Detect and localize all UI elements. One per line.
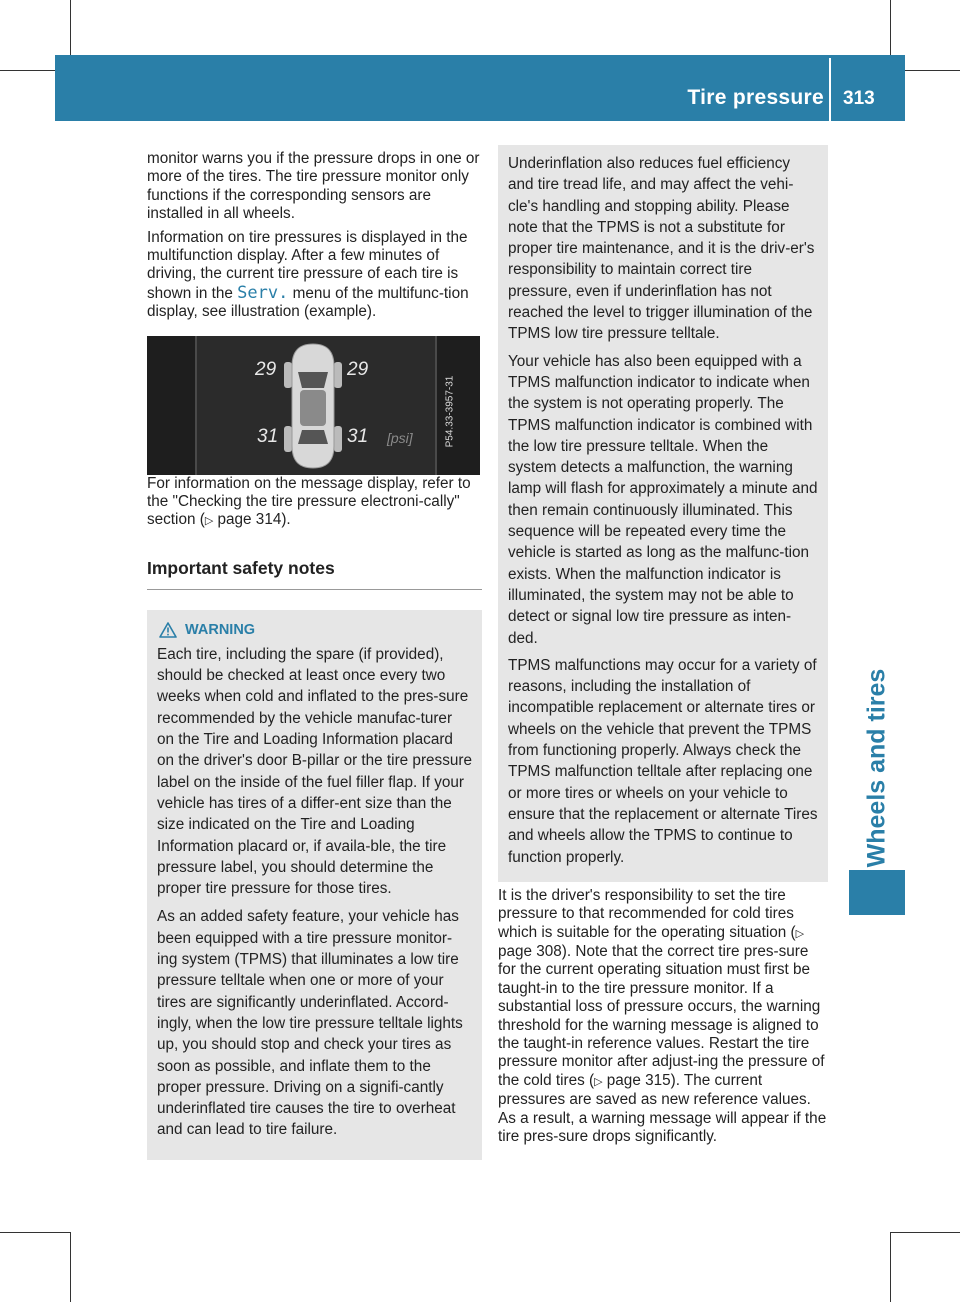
warning-paragraph: Underinflation also reduces fuel efficiency and tire tread life, and may affect the vehi-cle's handling and stopping ability. Please note that the TPMS is not a substitute for proper tire maintenance, and it is the driv-er's responsibility to maintain correct tire pressure, even if underinflation has not reached the level to trigger illumination of the TPMS low tire pressure telltale. <box>508 155 815 343</box>
figure-caption <box>147 475 482 531</box>
warning-label: WARNING <box>185 621 256 638</box>
side-tab-label: Wheels and tires <box>862 668 891 868</box>
warning-paragraph: As an added safety feature, your vehicle has been equipped with a tire pressure monitor-ing system (TPMS) that illuminates a low tire pressure telltale when one or more of your tires are significantly underinflated. Accord-ingly, when the low tire pressure telltale lights up, you should stop and check your tires as soon as possible, and inflate them to the proper pressure. Driving on a signifi-cantly underinflated tire causes the tire to overheat and can lead to tire failure. <box>157 908 463 1139</box>
paragraph <box>147 229 482 322</box>
warning-box-continued <box>498 145 828 882</box>
crop-mark <box>890 1232 891 1302</box>
text-run: For information on the message display, refer to the "Checking the tire pressure electroni-cally" section ( <box>147 474 471 529</box>
section-heading: Important safety notes <box>147 557 335 578</box>
text-run: Information on tire pressures is displayed in the multifunction display. After a few minutes of driving, the current tire pressure of each tire is shown in the <box>147 228 468 302</box>
front-left-pressure: 29 <box>255 358 277 380</box>
display-edge <box>195 336 197 475</box>
display-edge <box>435 336 437 475</box>
page-ref-icon: ▷ <box>795 927 805 940</box>
warning-triangle-icon <box>159 622 177 638</box>
crop-mark <box>70 1232 71 1302</box>
side-tab-marker <box>849 870 905 915</box>
front-right-pressure: 29 <box>347 358 369 380</box>
text-run: menu of the multifunc-tion display, see illustration (example). <box>147 284 469 321</box>
paragraph: monitor warns you if the pressure drops in one or more of the tires. The tire pressure monitor only functions if the corresponding sensors are installed in all wheels. <box>147 150 480 223</box>
rear-left-pressure: 31 <box>257 425 279 447</box>
page-number: 313 <box>843 88 875 109</box>
warning-paragraph: Each tire, including the spare (if provided), should be checked at least once every two weeks when cold and inflated to the pres-sure recommended by the vehicle manufac-turer on the Tire and Loading Information placard on the driver's door B-pillar or the tire pressure label on the inside of the fuel filler flap. If your vehicle has tires of a differ-ent size than the size indicated on the Tire and Loading Information placard or, if availa-ble, the tire pressure label, you should determine the proper tire pressure for those tires. <box>157 645 472 898</box>
warning-box <box>147 610 482 1160</box>
page-title: Tire pressure <box>687 86 824 109</box>
crop-mark <box>0 1232 70 1233</box>
text-run: page 315). The current pressures are saved as new reference values. As a result, a warning message will appear if the tire pres-sure drops significantly. <box>498 1071 827 1146</box>
warning-paragraph: Your vehicle has also been equipped with a TPMS malfunction indicator to indicate when the system is not operating properly. The TPMS malfunction indicator is combined with the low tire pressure telltale. When the system detects a malfunction, the warning lamp will flash for approximately a minute and then remain continuously illuminated. This sequence will be repeated every time the vehicle is started as long as the malfunc-tion exists. When the malfunction indicator is illuminated, the system may not be able to detect or signal low tire pressure as inten-ded. <box>508 352 818 647</box>
car-top-view-icon <box>282 342 344 470</box>
right-column <box>498 150 828 1151</box>
paragraph <box>498 887 828 1147</box>
text-run: page 314). <box>213 511 291 529</box>
pressure-unit: [psi] <box>387 429 413 446</box>
text-run: page 308). Note that the correct tire pres-sure for the current operating situation must first be taught-in to the tire pressure monitor. If a substantial loss of pressure occurs, the warning threshold for the warning message is aligned to the taught-in reference values. Restart the tire pressure monitor after adjust-ing the pressure of the cold tires ( <box>498 943 825 1089</box>
figure-reference: P54.33-3957-31 <box>444 375 456 448</box>
warning-header <box>157 622 472 638</box>
serv-menu-label: Serv. <box>237 282 289 303</box>
section-rule <box>147 589 482 590</box>
header-divider <box>829 58 831 121</box>
page-ref-icon: ▷ <box>594 1075 603 1088</box>
warning-paragraph: TPMS malfunctions may occur for a variety of reasons, including the installation of incompatible replacement or alternate tires or wheels on the vehicle that prevent the TPMS from functioning properly. Always check the TPMS malfunction telltale after replacing one or more tires or wheels on your vehicle to ensure that the replacement or alternate Tires and wheels allow the TPMS to continue to function properly. <box>508 656 818 866</box>
rear-right-pressure: 31 <box>347 425 369 447</box>
tire-pressure-display-illustration <box>147 336 480 475</box>
crop-mark <box>890 1232 960 1233</box>
left-column <box>147 150 482 1160</box>
page-ref-icon: ▷ <box>204 515 214 528</box>
text-run: It is the driver's responsibility to set the tire pressure to that recommended for cold tires which is suitable for the operating situation ( <box>498 886 796 941</box>
